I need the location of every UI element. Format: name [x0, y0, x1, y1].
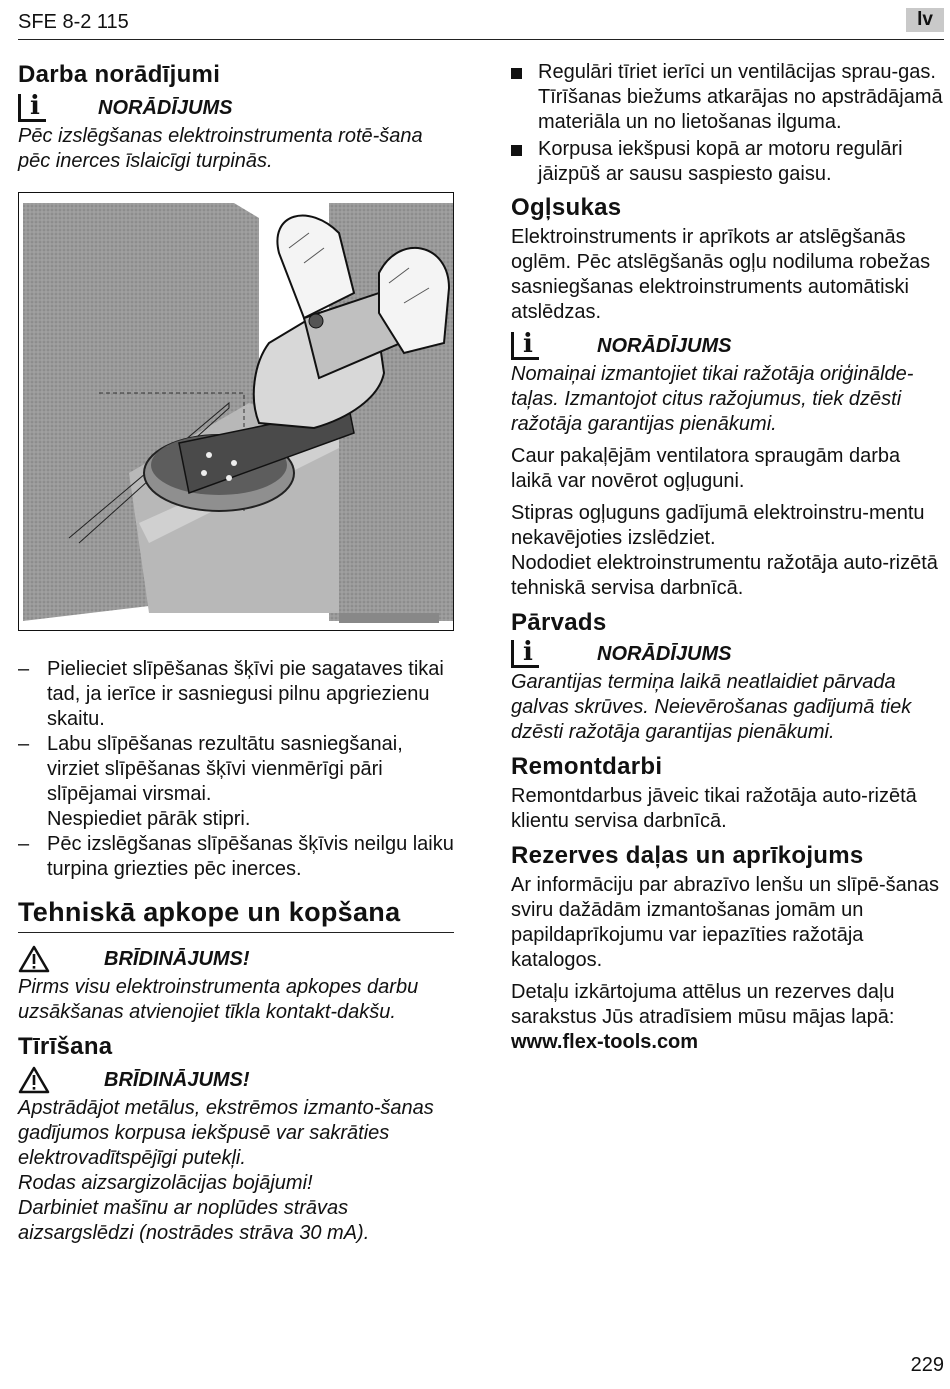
warning-text: Rodas aizsargizolācijas bojājumi!	[18, 1172, 313, 1194]
bullet-item	[511, 60, 945, 135]
info-icon: i	[511, 332, 539, 360]
section-title-carbon-brushes: Ogļsukas	[511, 194, 622, 221]
bullet-item-text: Regulāri tīriet ierīci un ventilācijas sprau-gas. Tīrīšanas biežums atkarājas no apstrādājamā materiāla un no lietošanas ilguma.	[538, 61, 943, 133]
warning-icon	[18, 1066, 50, 1094]
warning-text: Darbiniet mašīnu ar noplūdes strāvas aizsargslēdzi (nostrādes strāva 30 mA).	[18, 1197, 370, 1244]
paragraph: Detaļu izkārtojuma attēlus un rezerves daļu sarakstus Jūs atradīsiem mūsu mājas lapā:	[511, 981, 895, 1028]
section-title-gearbox: Pārvads	[511, 609, 607, 636]
website-link[interactable]: www.flex-tools.com	[511, 1031, 699, 1053]
list-item: – Pēc izslēgšanas slīpēšanas šķīvis neilgu laiku turpina griezties pēc inerces.	[18, 833, 454, 880]
info-icon: i	[18, 94, 46, 122]
section-title-maintenance: Tehniskā apkope un kopšana	[18, 897, 401, 927]
paragraph: Ar informāciju par abrazīvo lenšu un slīpē-šanas sviru dažādām izmantošanas jomām un papildaprīkojumu var iepazīties ražotāja katalogos.	[511, 874, 939, 971]
notice-label: NORĀDĪJUMS	[98, 96, 233, 119]
paragraph: Stipras ogļuguns gadījumā elektroinstru-mentu nekavējoties izslēdziet.	[511, 502, 925, 549]
square-bullet-icon	[511, 68, 522, 79]
notice-text: Garantijas termiņa laikā neatlaidiet pārvada galvas skrūves. Neievērošanas gadījumā tiek dzēsti ražotāja garantijas pienākumi.	[511, 671, 912, 743]
section-title-spare-parts: Rezerves daļas un aprīkojums	[511, 842, 864, 869]
info-icon: i	[511, 640, 539, 668]
list-item-text: Labu slīpēšanas rezultātu sasniegšanai, virziet slīpēšanas šķīvi vienmērīgi pāri slīpējamai virsmai.	[47, 733, 403, 805]
warning-icon	[18, 945, 50, 973]
bullet-item	[511, 137, 945, 187]
left-column	[18, 60, 454, 1246]
language-badge: lv	[906, 8, 944, 32]
warning-block	[18, 943, 454, 975]
square-bullet-icon	[511, 145, 522, 156]
warning-label: BRĪDINĀJUMS!	[104, 947, 250, 970]
section-title-repairs: Remontdarbi	[511, 753, 663, 780]
notice-text: Pēc izslēgšanas elektroinstrumenta rotē-šana pēc inerces īslaicīgi turpinās.	[18, 125, 423, 172]
warning-text: Apstrādājot metālus, ekstrēmos izmanto-šanas gadījumos korpusa iekšpusē var sakrāties elektrovadītspējīgi putekļi.	[18, 1097, 434, 1169]
notice-label: NORĀDĪJUMS	[597, 642, 732, 665]
list-item-extra-text: Nespiediet pārāk stipri.	[47, 808, 251, 830]
notice-label: NORĀDĪJUMS	[597, 334, 732, 357]
bullet-item-text: Korpusa iekšpusi kopā ar motoru regulāri jāizpūš ar sausu saspiesto gaisu.	[538, 138, 903, 185]
model-name: SFE 8-2 115	[18, 11, 129, 33]
paragraph: Remontdarbus jāveic tikai ražotāja auto-rizētā klientu servisa darbnīcā.	[511, 785, 917, 832]
section-divider	[18, 932, 454, 933]
paragraph: Nododiet elektroinstrumentu ražotāja auto-rizētā tehniskā servisa darbnīcā.	[511, 552, 938, 599]
paragraph: Caur pakaļējām ventilatora spraugām darba laikā var novērot ogļuguni.	[511, 445, 901, 492]
grinder-illustration	[18, 192, 454, 631]
list-item-text: Pielieciet slīpēšanas šķīvi pie sagataves tikai tad, ja ierīce ir sasniegusi pilnu apgriezienu skaitu.	[47, 658, 444, 730]
section-title-cleaning: Tīrīšana	[18, 1033, 113, 1060]
paragraph: Elektroinstruments ir aprīkots ar atslēgšanās oglēm. Pēc atslēgšanās ogļu nodiluma robežas sasniegšanas elektroinstruments automātiski atslēdzas.	[511, 226, 931, 323]
right-column	[511, 60, 945, 1055]
warning-label: BRĪDINĀJUMS!	[104, 1068, 250, 1091]
notice-text: Nomaiņai izmantojiet tikai ražotāja oriģinālde-taļas. Izmantojot citus ražojumus, tiek dzēsti ražotāja garantijas pienākumi.	[511, 363, 914, 435]
warning-block	[18, 1064, 454, 1096]
notice-block	[18, 92, 454, 124]
notice-block	[511, 330, 945, 362]
list-item-text: Pēc izslēgšanas slīpēšanas šķīvis neilgu laiku turpina griezties pēc inerces.	[47, 833, 454, 880]
page-number: 229	[910, 1354, 944, 1376]
list-item: – Labu slīpēšanas rezultātu sasniegšanai, virziet slīpēšanas šķīvi vienmērīgi pāri slīpējamai virsmai. Nespiediet pārāk stipri.	[18, 732, 454, 832]
header-divider	[18, 39, 944, 40]
grinder-drawing-svg	[19, 193, 453, 630]
list-item: – Pielieciet slīpēšanas šķīvi pie sagataves tikai tad, ja ierīce ir sasniegusi pilnu apgriezienu skaitu.	[18, 657, 454, 732]
section-title-work-instructions: Darba norādījumi	[18, 61, 221, 88]
warning-text: Pirms visu elektroinstrumenta apkopes darbu uzsākšanas atvienojiet tīkla kontakt-dakšu.	[18, 976, 419, 1023]
notice-block	[511, 638, 945, 670]
